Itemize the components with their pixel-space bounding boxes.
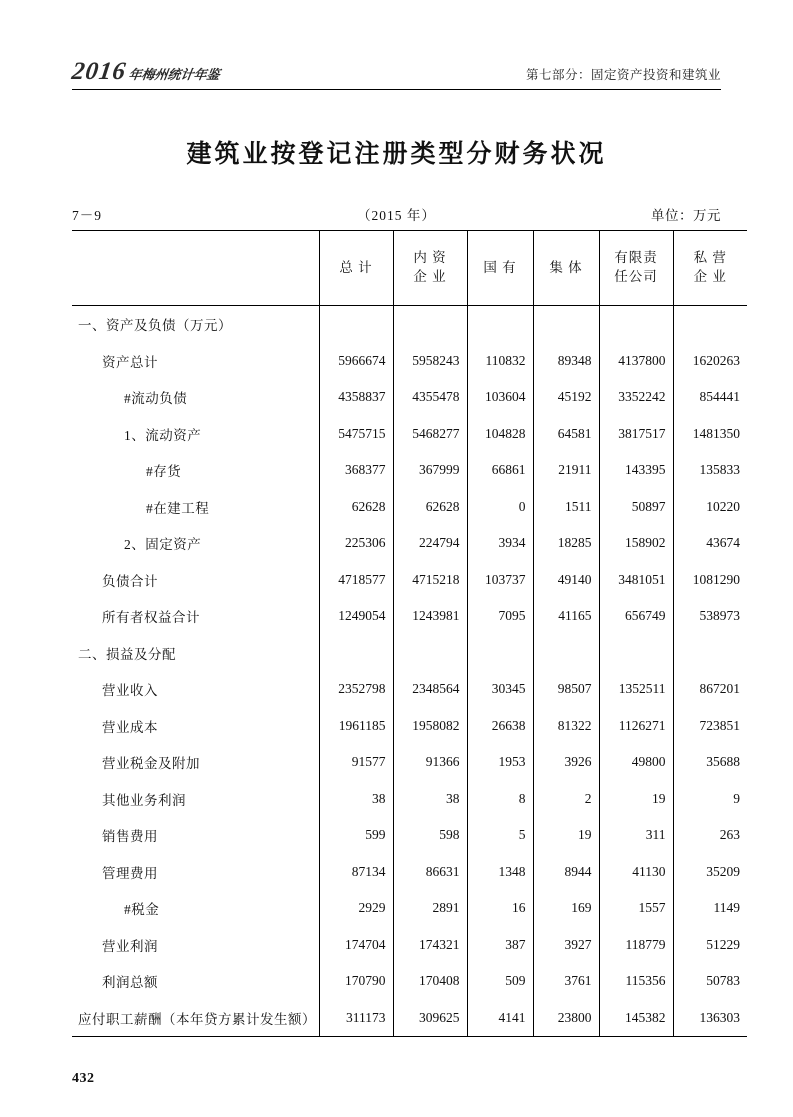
row-value: 81322 — [533, 708, 599, 745]
row-value: 8944 — [533, 854, 599, 891]
row-value: 118779 — [599, 927, 673, 964]
row-value: 867201 — [673, 671, 747, 708]
row-value: 26638 — [467, 708, 533, 745]
row-value: 1511 — [533, 489, 599, 526]
row-value: 23800 — [533, 1000, 599, 1037]
row-value: 18285 — [533, 525, 599, 562]
table-row — [72, 708, 747, 745]
row-value: 1348 — [467, 854, 533, 891]
row-value: 2929 — [319, 890, 393, 927]
row-value: 1953 — [467, 744, 533, 781]
row-value: 5958243 — [393, 343, 467, 380]
table-body — [72, 306, 747, 1037]
row-value — [319, 635, 393, 672]
row-value: 103604 — [467, 379, 533, 416]
row-label: 其他业务利润 — [102, 792, 186, 808]
row-label: 应付职工薪酬（本年贷方累计发生额） — [78, 1011, 316, 1027]
financial-table — [72, 230, 747, 1037]
row-value: 136303 — [673, 1000, 747, 1037]
row-label: 销售费用 — [102, 829, 158, 845]
row-value: 311 — [599, 817, 673, 854]
row-value: 367999 — [393, 452, 467, 489]
row-value: 170408 — [393, 963, 467, 1000]
row-value: 2352798 — [319, 671, 393, 708]
row-value — [467, 306, 533, 343]
row-value: 5468277 — [393, 416, 467, 453]
row-label: 营业利润 — [102, 938, 158, 954]
row-value: 110832 — [467, 343, 533, 380]
row-value: 41130 — [599, 854, 673, 891]
row-value: 4715218 — [393, 562, 467, 599]
row-label: 资产总计 — [102, 354, 158, 370]
row-value: 16 — [467, 890, 533, 927]
table-row — [72, 635, 747, 672]
row-label: 管理费用 — [102, 865, 158, 881]
row-value: 2891 — [393, 890, 467, 927]
table-row — [72, 781, 747, 818]
table-unit: 单位：万元 — [651, 208, 721, 223]
row-value: 174704 — [319, 927, 393, 964]
row-label: 1、流动资产 — [124, 427, 202, 443]
row-value: 5966674 — [319, 343, 393, 380]
row-value: 91366 — [393, 744, 467, 781]
row-value: 3817517 — [599, 416, 673, 453]
row-value: 87134 — [319, 854, 393, 891]
row-value: 10220 — [673, 489, 747, 526]
row-label: 负债合计 — [102, 573, 158, 589]
row-value: 135833 — [673, 452, 747, 489]
logo-year: 2016 — [70, 58, 128, 85]
row-value: 86631 — [393, 854, 467, 891]
row-value: 38 — [393, 781, 467, 818]
table-row — [72, 890, 747, 927]
row-value: 4137800 — [599, 343, 673, 380]
row-value: 309625 — [393, 1000, 467, 1037]
row-value: 64581 — [533, 416, 599, 453]
row-value — [533, 306, 599, 343]
row-value — [599, 306, 673, 343]
row-value: 3934 — [467, 525, 533, 562]
row-value: 143395 — [599, 452, 673, 489]
row-value: 115356 — [599, 963, 673, 1000]
row-value: 598 — [393, 817, 467, 854]
row-value: 5475715 — [319, 416, 393, 453]
row-value: 145382 — [599, 1000, 673, 1037]
row-value — [673, 306, 747, 343]
row-value: 3481051 — [599, 562, 673, 599]
row-value — [599, 635, 673, 672]
row-value: 89348 — [533, 343, 599, 380]
table-row — [72, 306, 747, 343]
row-value: 158902 — [599, 525, 673, 562]
row-value — [533, 635, 599, 672]
row-value: 49140 — [533, 562, 599, 599]
table-row — [72, 744, 747, 781]
row-label: #存货 — [146, 464, 182, 480]
row-value: 1620263 — [673, 343, 747, 380]
row-value: 3926 — [533, 744, 599, 781]
row-label: #流动负债 — [124, 391, 188, 407]
row-value: 854441 — [673, 379, 747, 416]
row-value — [319, 306, 393, 343]
row-value: 1958082 — [393, 708, 467, 745]
table-row — [72, 379, 747, 416]
row-value: 62628 — [319, 489, 393, 526]
table-row — [72, 671, 747, 708]
header-blank — [72, 231, 319, 306]
row-label: 2、固定资产 — [124, 537, 202, 553]
table-row — [72, 525, 747, 562]
yearbook-logo — [70, 58, 222, 86]
row-label: 营业税金及附加 — [102, 756, 200, 772]
row-value: 7095 — [467, 598, 533, 635]
table-row — [72, 927, 747, 964]
row-value — [467, 635, 533, 672]
table-row — [72, 343, 747, 380]
row-value: 98507 — [533, 671, 599, 708]
row-value: 103737 — [467, 562, 533, 599]
row-value: 0 — [467, 489, 533, 526]
row-value: 1249054 — [319, 598, 393, 635]
section-label: 第七部分：固定资产投资和建筑业 — [525, 68, 721, 82]
row-value — [673, 635, 747, 672]
column-header-collective: 集 体 — [533, 231, 599, 306]
row-value: 224794 — [393, 525, 467, 562]
row-value: 62628 — [393, 489, 467, 526]
row-value: 1557 — [599, 890, 673, 927]
table-row — [72, 489, 747, 526]
row-label: 一、资产及负债（万元） — [78, 318, 232, 334]
row-value: 368377 — [319, 452, 393, 489]
table-row — [72, 963, 747, 1000]
table-row — [72, 416, 747, 453]
table-header-row — [72, 231, 747, 306]
row-label: #税金 — [124, 902, 160, 918]
row-label: 营业收入 — [102, 683, 158, 699]
row-value: 35209 — [673, 854, 747, 891]
row-value: 41165 — [533, 598, 599, 635]
row-value: 656749 — [599, 598, 673, 635]
row-value: 5 — [467, 817, 533, 854]
logo-subtitle: 年梅州统计年鉴 — [127, 67, 221, 82]
table-row — [72, 452, 747, 489]
row-value: 50897 — [599, 489, 673, 526]
row-value: 38 — [319, 781, 393, 818]
row-value: 599 — [319, 817, 393, 854]
table-row — [72, 817, 747, 854]
row-value: 2348564 — [393, 671, 467, 708]
row-value: 91577 — [319, 744, 393, 781]
row-value: 104828 — [467, 416, 533, 453]
row-label: #在建工程 — [146, 500, 210, 516]
row-value: 4141 — [467, 1000, 533, 1037]
row-value: 19 — [599, 781, 673, 818]
row-value: 4358837 — [319, 379, 393, 416]
row-value: 169 — [533, 890, 599, 927]
row-value: 9 — [673, 781, 747, 818]
row-value: 49800 — [599, 744, 673, 781]
row-value: 19 — [533, 817, 599, 854]
table-year: （2015 年） — [357, 208, 436, 223]
column-header-stateowned: 国 有 — [467, 231, 533, 306]
page — [0, 40, 793, 1117]
row-value: 1961185 — [319, 708, 393, 745]
row-value: 1481350 — [673, 416, 747, 453]
header-divider — [72, 89, 721, 90]
row-label: 二、损益及分配 — [78, 646, 176, 662]
row-value: 35688 — [673, 744, 747, 781]
row-value: 43674 — [673, 525, 747, 562]
table-row — [72, 562, 747, 599]
row-value: 21911 — [533, 452, 599, 489]
row-value: 45192 — [533, 379, 599, 416]
row-value: 225306 — [319, 525, 393, 562]
page-header — [72, 40, 721, 86]
row-value: 170790 — [319, 963, 393, 1000]
row-value: 723851 — [673, 708, 747, 745]
row-value: 4355478 — [393, 379, 467, 416]
row-label: 利润总额 — [102, 975, 158, 991]
row-value: 538973 — [673, 598, 747, 635]
row-value: 387 — [467, 927, 533, 964]
row-value: 4718577 — [319, 562, 393, 599]
row-value: 174321 — [393, 927, 467, 964]
page-number: 432 — [72, 1071, 95, 1086]
row-value: 50783 — [673, 963, 747, 1000]
row-value: 30345 — [467, 671, 533, 708]
table-code: 7－9 — [72, 208, 102, 223]
row-value: 1081290 — [673, 562, 747, 599]
row-value: 3927 — [533, 927, 599, 964]
table-row — [72, 1000, 747, 1037]
row-value: 3761 — [533, 963, 599, 1000]
row-value: 8 — [467, 781, 533, 818]
row-value: 1126271 — [599, 708, 673, 745]
row-label: 所有者权益合计 — [102, 610, 200, 626]
row-value: 1352511 — [599, 671, 673, 708]
row-value: 263 — [673, 817, 747, 854]
row-value: 1149 — [673, 890, 747, 927]
row-value: 311173 — [319, 1000, 393, 1037]
table-meta — [72, 204, 721, 224]
column-header-limited: 有限责 任公司 — [599, 231, 673, 306]
table-row — [72, 854, 747, 891]
row-value: 51229 — [673, 927, 747, 964]
column-header-total: 总 计 — [319, 231, 393, 306]
page-title: 建筑业按登记注册类型分财务状况 — [186, 141, 607, 168]
row-value: 1243981 — [393, 598, 467, 635]
row-label: 营业成本 — [102, 719, 158, 735]
row-value: 66861 — [467, 452, 533, 489]
table-row — [72, 598, 747, 635]
row-value — [393, 635, 467, 672]
row-value: 3352242 — [599, 379, 673, 416]
row-value: 509 — [467, 963, 533, 1000]
column-header-private: 私 营 企 业 — [673, 231, 747, 306]
row-value — [393, 306, 467, 343]
row-value: 2 — [533, 781, 599, 818]
column-header-domestic: 内 资 企 业 — [393, 231, 467, 306]
